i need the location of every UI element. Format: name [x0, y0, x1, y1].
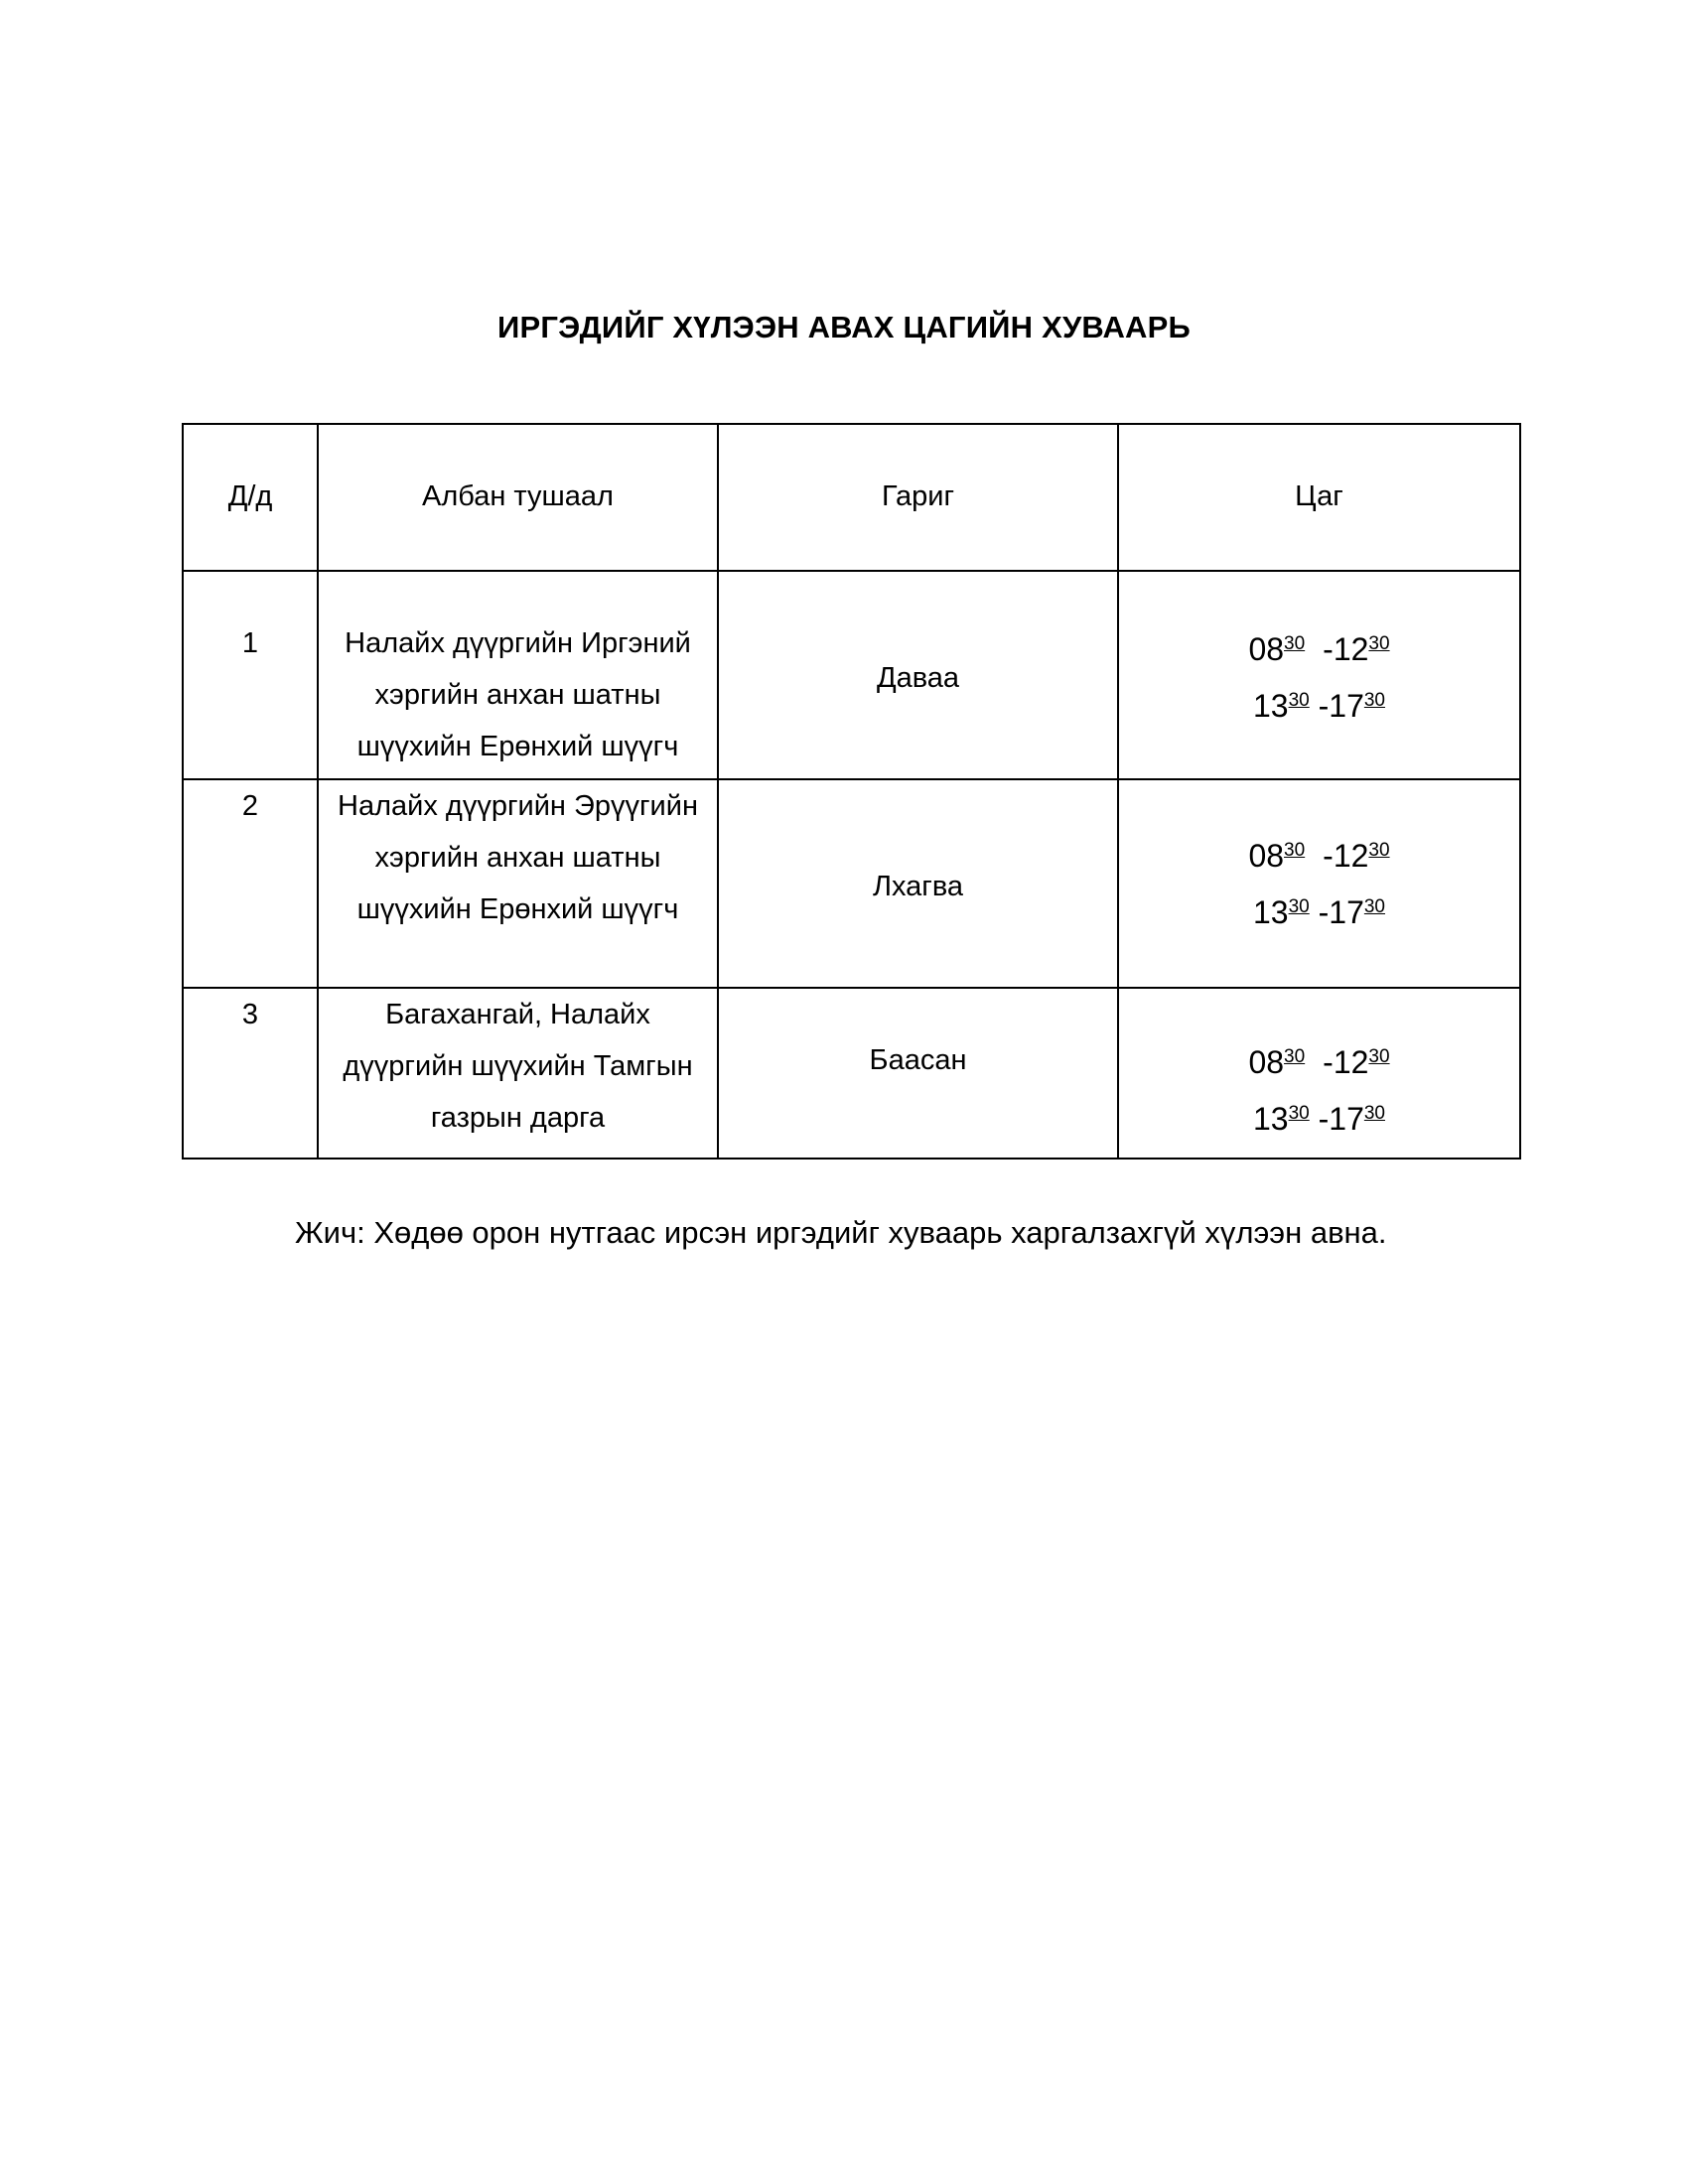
time-range-morning: $08^{30}$ $-12^{30}$ — [1248, 631, 1390, 667]
time-range-afternoon: $13^{30}$ $-17^{30}$ — [1252, 1101, 1385, 1137]
footnote: Жич: Хөдөө орон нутгаас ирсэн иргэдийг хуваарь харгалзахгүй хүлээн авна. — [295, 1215, 1387, 1250]
row-day: Баасан — [718, 988, 1118, 1159]
header-position: Албан тушаал — [318, 424, 718, 571]
row-number: 3 — [183, 988, 318, 1159]
row-day: Лхагва — [718, 779, 1118, 988]
row-time — [1118, 571, 1520, 779]
header-day: Гариг — [718, 424, 1118, 571]
time-range-afternoon: $13^{30}$ $-17^{30}$ — [1252, 688, 1385, 724]
row-position: Налайх дүүргийн Иргэний хэргийн анхан шатны шүүхийн Ерөнхий шүүгч — [318, 571, 718, 779]
page-title: ИРГЭДИЙГ ХҮЛЭЭН АВАХ ЦАГИЙН ХУВААРЬ — [496, 310, 1192, 344]
row-day: Даваа — [718, 571, 1118, 779]
time-range-morning: $08^{30}$ $-12^{30}$ — [1248, 1044, 1390, 1080]
row-number: 2 — [183, 779, 318, 988]
table-header-row — [183, 424, 1520, 571]
row-time — [1118, 988, 1520, 1159]
row-position: Налайх дүүргийн Эрүүгийн хэргийн анхан шатны шүүхийн Ерөнхий шүүгч — [318, 779, 718, 988]
header-number: Д/д — [183, 424, 318, 571]
table-row — [183, 988, 1520, 1159]
table-row — [183, 571, 1520, 779]
row-position: Багахангай, Налайх дүүргийн шүүхийн Тамгын газрын дарга — [318, 988, 718, 1159]
schedule-table — [182, 423, 1521, 1160]
row-time — [1118, 779, 1520, 988]
header-time: Цаг — [1118, 424, 1520, 571]
table-row — [183, 779, 1520, 988]
row-number: 1 — [183, 571, 318, 779]
time-range-afternoon: $13^{30}$ $-17^{30}$ — [1252, 894, 1385, 930]
time-range-morning: $08^{30}$ $-12^{30}$ — [1248, 838, 1390, 874]
